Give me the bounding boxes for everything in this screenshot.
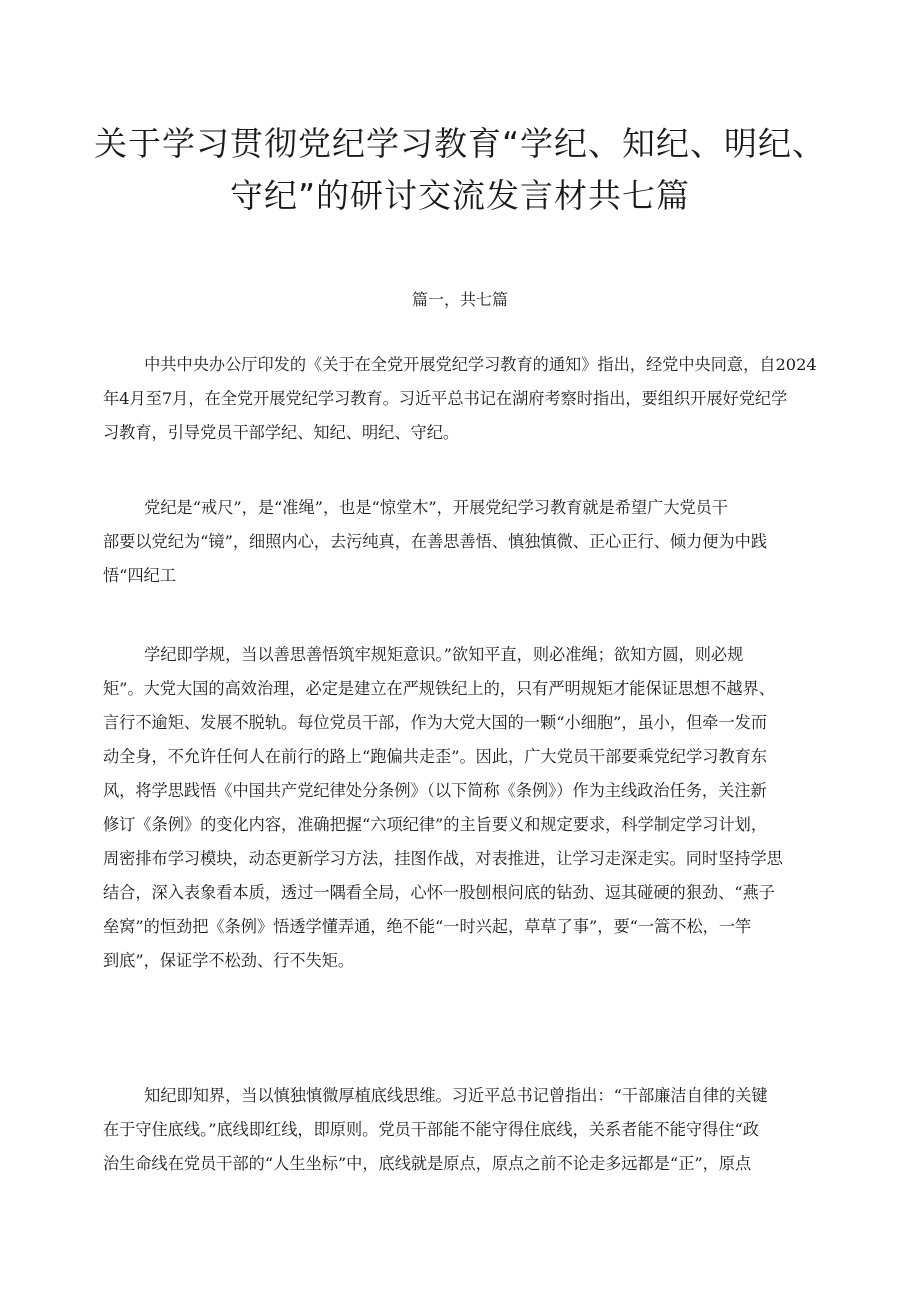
paragraph [103, 491, 853, 593]
text-line: 结合，深入表象看本质，透过一隅看全局，心怀一股刨根问底的钻劲、逗其碰硬的狠劲、“燕子 [103, 883, 775, 902]
text-line: 垒窝”的恒劲把《条例》悟透学懂弄通，绝不能“一时兴起，草草了事”，要“一篙不松，一竿 [103, 917, 752, 936]
text-line: 在于守住底线。”底线即红线，即原则。党员干部能不能守得住底线，关系者能不能守得住“政 [103, 1120, 759, 1139]
text-line: 学纪即学规，当以善思善悟筑牢规矩意识。”欲知平直，则必准绳；欲知方圆，则必规 [103, 645, 744, 664]
text-line: 修订《条例》的变化内容，准确把握“六项纪律”的主旨要义和规定要求，科学制定学习计划， [103, 815, 768, 834]
document-title [70, 118, 850, 222]
paragraph [103, 1079, 853, 1181]
title-line: 守纪”的研讨交流发言材共七篇 [229, 176, 691, 215]
text-line: 治生命线在党员干部的“人生坐标”中，底线就是原点，原点之前不论走多远都是“正”，原点 [103, 1154, 752, 1173]
paragraph [103, 638, 853, 978]
text-line: 悟“四纪工 [103, 566, 177, 585]
text-line: 年4月至7月，在全党开展党纪学习教育。习近平总书记在湖府考察时指出，要组织开展好党纪学 [103, 389, 788, 408]
text-line: 言行不逾矩、发展不脱轨。每位党员干部，作为大党大国的一颗“小细胞”，虽小，但牵一发而 [103, 713, 768, 732]
text-line: 周密排布学习模块，动态更新学习方法，挂图作战，对表推进，让学习走深走实。同时坚持学思 [103, 849, 783, 868]
text-line: 矩”。大党大国的高效治理，必定是建立在严规铁纪上的，只有严明规矩才能保证思想不越界、 [103, 679, 775, 698]
text-line: 到底”，保证学不松劲、行不失矩。 [103, 951, 355, 970]
text-line: 知纪即知界，当以慎独慎微厚植底线思维。习近平总书记曾指出：“干部廉洁自律的关键 [103, 1086, 768, 1105]
paragraph [103, 348, 853, 450]
text-line: 动全身，不允许任何人在前行的路上“跑偏共走歪”。因此，广大党员干部要乘党纪学习教育东 [103, 747, 768, 766]
text-line: 风，将学思践悟《中国共产党纪律处分条例》（以下简称《条例》）作为主线政治任务，关注新 [103, 781, 767, 800]
text-line: 习教育，引导党员干部学纪、知纪、明纪、守纪。 [103, 423, 460, 442]
title-line: 关于学习贯彻党纪学习教育“学纪、知纪、明纪、 [93, 124, 827, 163]
text-line: 党纪是“戒尺”，是“准绳”，也是“惊堂木”，开展党纪学习教育就是希望广大党员干 [103, 498, 729, 517]
text-line: 部要以党纪为“镜”，细照内心，去污纯真，在善思善悟、慎独慎微、正心正行、倾力便为中践 [103, 532, 768, 551]
section-heading: 篇一，共七篇 [411, 290, 508, 309]
text-line: 中共中央办公厅印发的《关于在全党开展党纪学习教育的通知》指出，经党中央同意，自2024 [103, 355, 817, 374]
